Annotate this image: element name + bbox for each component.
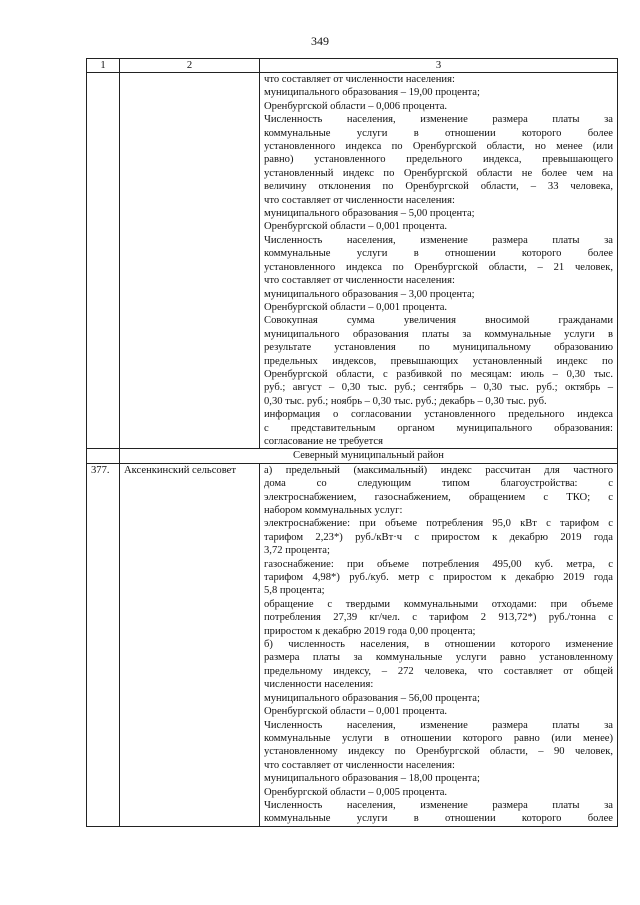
- text-line: газоснабжение: при объеме потребления 495,00 куб. метра, с: [264, 558, 613, 570]
- text-line: муниципального образования – 19,00 процента;: [264, 87, 480, 99]
- text-line: коммунальные услуги в отношении которого более: [264, 813, 613, 825]
- text-line: 3,72 процента;: [264, 545, 330, 557]
- text-line: муниципального образования платы за коммунальные услуги в: [264, 328, 613, 340]
- text-line: муниципального образования – 3,00 процента;: [264, 288, 475, 300]
- entry-row: [87, 463, 618, 826]
- text-line: 5,8 процента;: [264, 585, 325, 597]
- text-line: коммунальные услуги в отношении которого более: [264, 248, 613, 260]
- text-line: Оренбургской области, с разбивкой по месяцам: июль – 0,30 тыс.: [264, 368, 613, 380]
- text-line: установленного индекса по Оренбургской области, – 21 человек,: [264, 261, 613, 273]
- text-line: приростом к декабрю 2019 года 0,00 процента;: [264, 625, 476, 637]
- header-cell-3: 3: [260, 59, 618, 73]
- text-line: электроснабжение: при объеме потребления 95,0 кВт с тарифом с: [264, 518, 613, 530]
- text-line: коммунальные услуги в отношении которого равно (или менее): [264, 732, 613, 744]
- continued-row: [87, 73, 618, 449]
- text-line: что составляет от численности населения:: [264, 275, 455, 287]
- text-line: Оренбургской области – 0,001 процента.: [264, 221, 448, 233]
- header-cell-2: 2: [120, 59, 260, 73]
- text-line: установленному индексу по Оренбургской области, – 90 человек,: [264, 746, 613, 758]
- text-line: коммунальные услуги в отношении которого более: [264, 127, 613, 139]
- text-line: равно) установленного предельного индекса, превышающего: [264, 154, 613, 166]
- text-line: численности населения:: [264, 679, 374, 691]
- text-line: Численность населения, изменение размера платы за: [264, 719, 613, 731]
- text-line: Численность населения, изменение размера платы за: [264, 234, 613, 246]
- continued-number-cell: [87, 73, 120, 449]
- text-line: что составляет от численности населения:: [264, 74, 455, 85]
- text-line: а) предельный (максимальный) индекс рассчитан для частного: [264, 464, 613, 476]
- entry-number: 377.: [87, 463, 120, 826]
- text-line: обращение с твердыми коммунальными отходами: при объеме: [264, 598, 613, 610]
- continued-text-cell: [260, 73, 618, 449]
- page-number: 349: [311, 34, 329, 48]
- text-line: руб.; август – 0,30 тыс. руб.; сентябрь – 0,30 тыс. руб.; октябрь –: [264, 382, 613, 394]
- text-line: Численность населения, изменение размера платы за: [264, 114, 613, 126]
- text-line: тарифом 4,98*) руб./куб. метр с приростом к декабрю 2019 года: [264, 572, 613, 584]
- text-line: Оренбургской области – 0,001 процента.: [264, 301, 448, 313]
- text-line: муниципального образования – 18,00 процента;: [264, 773, 480, 785]
- text-line: электроснабжением, газоснабжением, обращением с ТКО; с: [264, 491, 613, 503]
- text-line: Оренбургской области – 0,006 процента.: [264, 100, 448, 112]
- document-table: [86, 58, 618, 827]
- text-line: величину отклонения по Оренбургской области, – 33 человека,: [264, 181, 613, 193]
- text-line: Совокупная сумма увеличения вносимой гражданами: [264, 315, 613, 327]
- text-line: 0,30 тыс. руб.; ноябрь – 0,30 тыс. руб.; декабрь – 0,30 тыс. руб.: [264, 395, 547, 407]
- text-line: что составляет от численности населения:: [264, 759, 455, 771]
- entry-name: Аксенкинский сельсовет: [120, 463, 260, 826]
- text-line: Численность населения, изменение размера платы за: [264, 799, 613, 811]
- text-line: дома со следующим типом благоустройства: с: [264, 478, 613, 490]
- text-line: результате установления по муниципальному образованию: [264, 342, 613, 354]
- text-line: муниципального образования – 56,00 процента;: [264, 692, 480, 704]
- text-line: информация о согласовании установленного предельного индекса: [264, 409, 613, 421]
- region-row: [87, 449, 618, 463]
- header-row: [87, 59, 618, 73]
- text-line: согласование не требуется: [264, 435, 384, 447]
- text-line: размера платы за коммунальные услуги равно установленному: [264, 652, 613, 664]
- region-title: Северный муниципальный район: [120, 449, 618, 463]
- text-line: предельному индексу, – 272 человека, что составляет от общей: [264, 665, 613, 677]
- text-line: Оренбургской области – 0,005 процента.: [264, 786, 448, 798]
- text-line: с представительным органом муниципального образования:: [264, 422, 613, 434]
- region-spacer-cell: [87, 449, 120, 463]
- text-line: предельных индексов, превышающих установленный индекс по: [264, 355, 613, 367]
- text-line: муниципального образования – 5,00 процента;: [264, 208, 475, 220]
- text-line: набором коммунальных услуг:: [264, 505, 403, 516]
- header-cell-1: 1: [87, 59, 120, 73]
- text-line: б) численность населения, в отношении которого изменение: [264, 639, 613, 651]
- text-line: потребления 27,39 кг/чел. с тарифом 2 913,72*) руб./тонна с: [264, 612, 613, 624]
- continued-name-cell: [120, 73, 260, 449]
- text-line: что составляет от численности населения:: [264, 194, 455, 206]
- entry-text-cell: [260, 463, 618, 826]
- text-line: тарифом 2,23*) руб./кВт·ч с приростом к декабрю 2019 года: [264, 531, 613, 543]
- text-line: Оренбургской области – 0,001 процента.: [264, 706, 448, 718]
- text-line: установленного индекса по Оренбургской области, но менее (или: [264, 141, 613, 153]
- text-line: установленный индекс по Оренбургской области не более чем на: [264, 167, 613, 179]
